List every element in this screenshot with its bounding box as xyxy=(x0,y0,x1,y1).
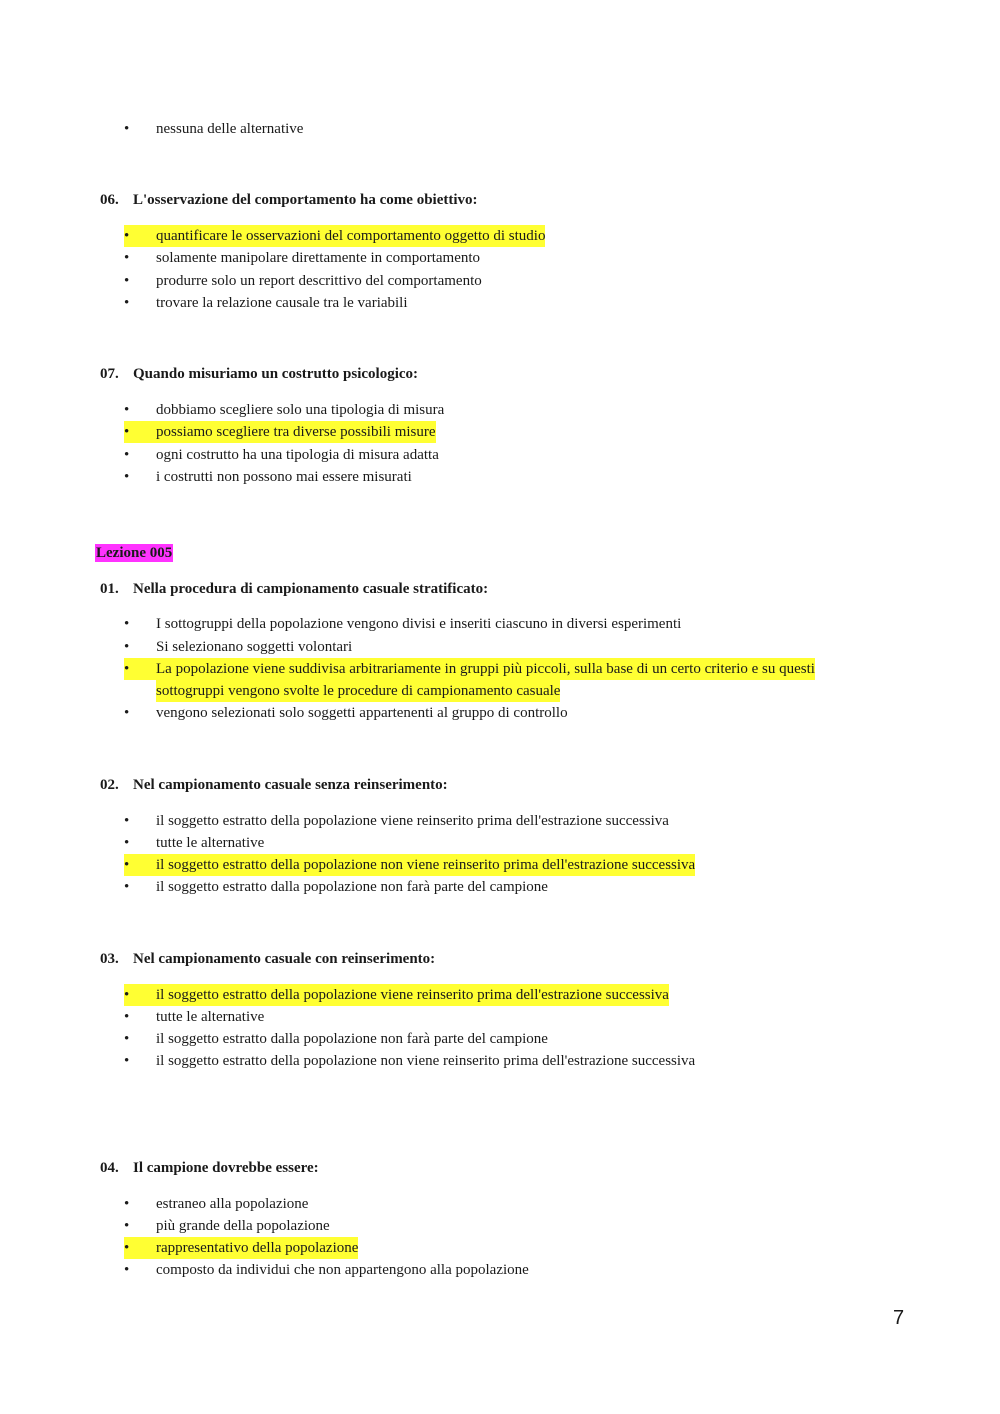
question-text: Nel campionamento casuale con reinserimento: xyxy=(133,951,436,967)
bullet-icon: • xyxy=(124,295,130,311)
option-text: il soggetto estratto dalla popolazione non farà parte del campione xyxy=(156,879,548,895)
correct-option-text: possiamo scegliere tra diverse possibili misure xyxy=(156,421,436,443)
question-text: Nel campionamento casuale senza reinserimento: xyxy=(133,777,448,793)
option-text: il soggetto estratto dalla popolazione non farà parte del campione xyxy=(156,1031,548,1047)
option-text: vengono selezionati solo soggetti appartenenti al gruppo di controllo xyxy=(156,705,568,721)
bullet-icon: • xyxy=(124,421,156,443)
bullet-icon: • xyxy=(124,984,156,1006)
bullet-icon: • xyxy=(124,1196,130,1212)
bullet-icon: • xyxy=(124,225,156,247)
question-text: Quando misuriamo un costrutto psicologico: xyxy=(133,366,419,382)
correct-option-text: quantificare le osservazioni del comportamento oggetto di studio xyxy=(156,225,545,247)
option-text: trovare la relazione causale tra le variabili xyxy=(156,295,408,311)
option-text: dobbiamo scegliere solo una tipologia di misura xyxy=(156,402,445,418)
option-text: il soggetto estratto della popolazione non viene reinserito prima dell'estrazione successiva xyxy=(156,1053,696,1069)
bullet-icon: • xyxy=(124,1053,130,1069)
bullet-icon: • xyxy=(124,813,130,829)
question-number: 02. xyxy=(100,777,119,793)
page-number: 7 xyxy=(893,1307,905,1329)
bullet-icon: • xyxy=(124,705,130,721)
bullet-icon: • xyxy=(124,1031,130,1047)
option-text: solamente manipolare direttamente in comportamento xyxy=(156,250,481,266)
option-text: Si selezionano soggetti volontari xyxy=(156,639,353,655)
bullet-icon: • xyxy=(124,854,156,876)
option-text: nessuna delle alternative xyxy=(156,121,304,137)
correct-option-text: il soggetto estratto della popolazione viene reinserito prima dell'estrazione successiva xyxy=(156,984,669,1006)
correct-option-text: il soggetto estratto della popolazione non viene reinserito prima dell'estrazione successiva xyxy=(156,854,695,876)
lesson-heading: Lezione 005 xyxy=(96,545,173,561)
bullet-icon: • xyxy=(124,616,130,632)
correct-option-text: sottogruppi vengono svolte le procedure di campionamento casuale xyxy=(156,680,560,702)
bullet-icon: • xyxy=(124,1009,130,1025)
bullet-icon: • xyxy=(124,835,130,851)
bullet-icon: • xyxy=(124,1262,130,1278)
bullet-icon: • xyxy=(124,1218,130,1234)
option-text: ogni costrutto ha una tipologia di misura adatta xyxy=(156,447,439,463)
question-number: 01. xyxy=(100,581,119,597)
bullet-icon: • xyxy=(124,273,130,289)
option-text: estraneo alla popolazione xyxy=(156,1196,309,1212)
question-text: Il campione dovrebbe essere: xyxy=(133,1160,319,1176)
bullet-icon: • xyxy=(124,469,130,485)
correct-option-text: La popolazione viene suddivisa arbitrariamente in gruppi più piccoli, sulla base di un certo criterio e su questi xyxy=(156,658,815,680)
question-number: 07. xyxy=(100,366,119,382)
option-text: più grande della popolazione xyxy=(156,1218,330,1234)
option-text: il soggetto estratto della popolazione viene reinserito prima dell'estrazione successiva xyxy=(156,813,669,829)
bullet-icon: • xyxy=(124,658,156,680)
option-text: tutte le alternative xyxy=(156,1009,265,1025)
option-text: tutte le alternative xyxy=(156,835,265,851)
question-number: 06. xyxy=(100,192,119,208)
bullet-icon: • xyxy=(124,121,130,137)
question-text: L'osservazione del comportamento ha come obiettivo: xyxy=(133,192,478,208)
bullet-icon: • xyxy=(124,250,130,266)
option-text: i costrutti non possono mai essere misurati xyxy=(156,469,412,485)
bullet-icon: • xyxy=(124,879,130,895)
bullet-icon: • xyxy=(124,639,130,655)
option-text: I sottogruppi della popolazione vengono divisi e inseriti ciascuno in diversi esperimenti xyxy=(156,616,682,632)
option-text: composto da individui che non appartengono alla popolazione xyxy=(156,1262,529,1278)
option-text: produrre solo un report descrittivo del comportamento xyxy=(156,273,482,289)
bullet-icon: • xyxy=(124,402,130,418)
bullet-icon: • xyxy=(124,1237,156,1259)
correct-option-text: rappresentativo della popolazione xyxy=(156,1237,358,1259)
question-number: 03. xyxy=(100,951,119,967)
question-number: 04. xyxy=(100,1160,119,1176)
question-text: Nella procedura di campionamento casuale stratificato: xyxy=(133,581,489,597)
bullet-icon: • xyxy=(124,447,130,463)
